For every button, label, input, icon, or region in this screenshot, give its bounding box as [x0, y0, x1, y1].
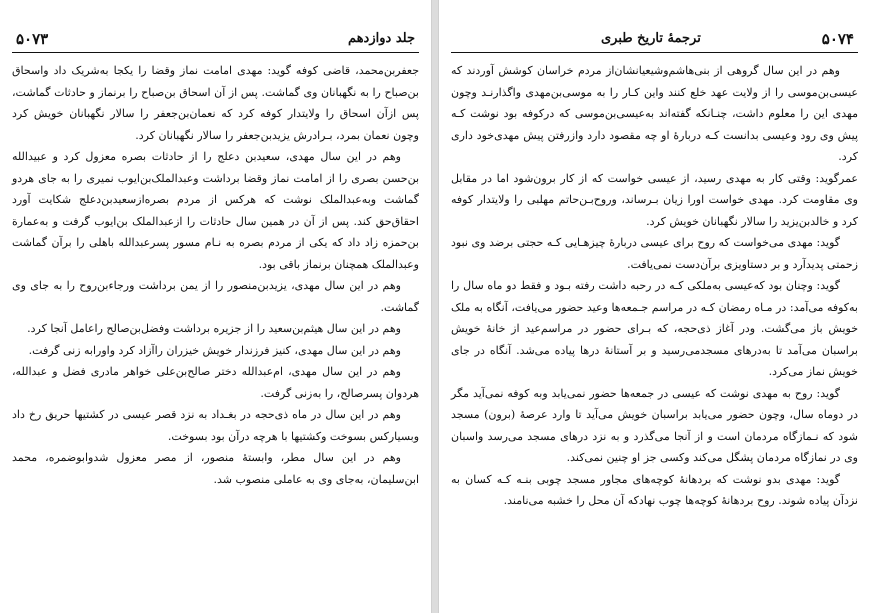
left-page-body	[12, 60, 419, 599]
paragraph: عمرگوید: وقتی کار به مهدی رسید، از عیسی خواست که از کار برون‌شود اما در مقابل وی مقاومت کرد. مهدی خواست اورا زیان بـرساند، وروح‌بـن‌حاتم مهلبی را ولایتدار کوفه کرد و خالدبن‌یزید را سالار نگهبانان خویش کرد.	[451, 171, 858, 228]
paragraph: گوید: مهدی بدو نوشت که بردهانهٔ کوچه‌های مجاور مسجد چوبی بنـه کـه کسان به نزدآن پیاده شوند. روح بردهانهٔ کوچه‌ها چوب نهادکه آن محل را خشبه می‌نامند.	[451, 472, 858, 507]
right-page	[438, 0, 870, 613]
paragraph: گوید: روح به مهدی نوشت که عیسی در جمعه‌ها حضور نمی‌یابد وبه کوفه نمی‌آید مگر در دوماه سال، وچون حضور می‌یابد براسبان خویش می‌آید تا وارد عرصهٔ (برون) مسجد شود که نـمازگاه مردمان است و از آنجا می‌گذرد و به نزد درهای مسجد می‌رسد واسبان وی در نمازگاه مردمان پشگل می‌کند وکسی جز او چنین نمی‌کند.	[451, 386, 858, 464]
right-page-header	[451, 28, 858, 53]
paragraph: وهم در این سال هیثم‌بن‌سعید را از جزیره برداشت وفضل‌بن‌صالح راعامل آنجا کرد.	[27, 322, 401, 335]
paragraph: وهم در این سال مهدی، ام‌عبدالله دختر صالح‌بن‌علی خواهر مادری فضل و عبدالله، هردوان پسرصالح، را به‌زنی گرفت.	[12, 365, 419, 400]
paragraph: وهم در این سال مهدی، کنیز فرزندار خویش خیزران راآزاد کرد واورابه زنی گرفت.	[28, 343, 401, 357]
paragraph: وهم در این سال مهدی، سعیدبن دعلج را از حادثات بصره معزول کرد و عبیدالله بن‌حسن بصری را از امامت نماز وقضا برداشت وعبدالملک‌بن‌ایوب نمیری را به جای هردو گماشت وبه‌عبدالملک نوشت که هرکس از مردم بصره‌ازسعیدبن‌دعلج شکایت آورد احقاق‌حق کند. پس از آن در همین سال حادثات را ازعبدالملک بن‌ایوب گرفت و به‌عمارة بن‌حمزه زاد داد که یکی از مردم بصره به نـام مسور پسرعبدالله باهلی را برآن گماشت وعبدالملک همچنان برنماز باقی بود.	[12, 150, 419, 271]
paragraph: وهم در این سال مهدی، یزیدبن‌منصور را از یمن برداشت ورجاءبن‌روح را به جای وی گماشت.	[12, 279, 419, 314]
right-running-title: ترجمهٔ تاریخ طبری	[601, 31, 701, 46]
paragraph: وهم در این سال در ماه ذی‌حجه در بغـداد به نزد قصر عیسی در کشتیها حریق رخ داد وبسیارکس بسوخت وکشتیها با هرچه درآن بود بسوخت.	[12, 408, 419, 443]
right-page-body	[451, 60, 858, 599]
left-page-header	[12, 28, 419, 53]
paragraph: گوید: مهدی می‌خواست که روح برای عیسی دربارهٔ چیزهـایی کـه حجتی برضد وی نبود زحمتی پدیدآرد و بر دستاویزی برآن‌دست نمی‌یافت.	[451, 236, 858, 271]
left-page-number: ۵۰۷۳	[16, 30, 49, 48]
paragraph: گوید: وچنان بود که‌عیسی به‌ملکی کـه در رحبه داشت رفته بـود و فقط دو ماه سال را به‌کوفه می‌آمد: در مـاه رمضان کـه در مراسم جـمعه‌ها وعید حضور می‌یافت، آنگاه به ملک خویش باز می‌گشت. ودر آغاز ذی‌حجه، که بـرای حضور در مراسم‌عید از خانهٔ خویش براسبان می‌آمد تا به‌درهای مسجدمی‌رسید و بر آستانهٔ درها پیاده می‌شد. آنگاه در جای خویش نماز می‌کرد.	[451, 279, 858, 378]
left-running-title: جلد دوازدهم	[348, 31, 415, 46]
right-page-number: ۵۰۷۴	[821, 30, 854, 48]
paragraph: وهم در این سال مطر، وابستهٔ منصور، از مصر معزول شدوابوضمره، محمد ابن‌سلیمان، به‌جای وی به عاملی منصوب شد.	[12, 451, 419, 486]
left-page	[0, 0, 432, 613]
paragraph: جعفربن‌محمد، قاضی کوفه گوید: مهدی امامت نماز وقضا را یکجا به‌شریک داد واسحاق بن‌صباح را به نگهبانان وی گماشت. پس از آن اسحاق بن‌صباح را برنماز و حادثات گماشت، پس ازآن اسحاق را ولایتدار کوفه کرد که نعمان‌بن‌جعفر را سالار نگهبانان خویش کرد وچون نعمان بمرد، بـرادرش یزیدبن‌جعفر را سالار نگهبانان کرد.	[12, 64, 419, 142]
paragraph: وهم در این سال گروهی از بنی‌هاشم‌وشیعیانشان‌از مردم خراسان کوشش آوردند که عیسی‌بن‌موسی را از ولایت عهد خلع کنند واین کـار را به موسی‌بن‌مهدی واگذارنـد وچون مهدی این را معلوم داشت، چنـانکه گفته‌اند به‌عیسی‌بن‌موسی که درکوفه بود نوشت کـه پیش وی رود وعیسی بدانست کـه دربارهٔ او چه مقصود دارد وازرفتن پیش مهدی‌خود داری کرد.	[451, 64, 859, 163]
